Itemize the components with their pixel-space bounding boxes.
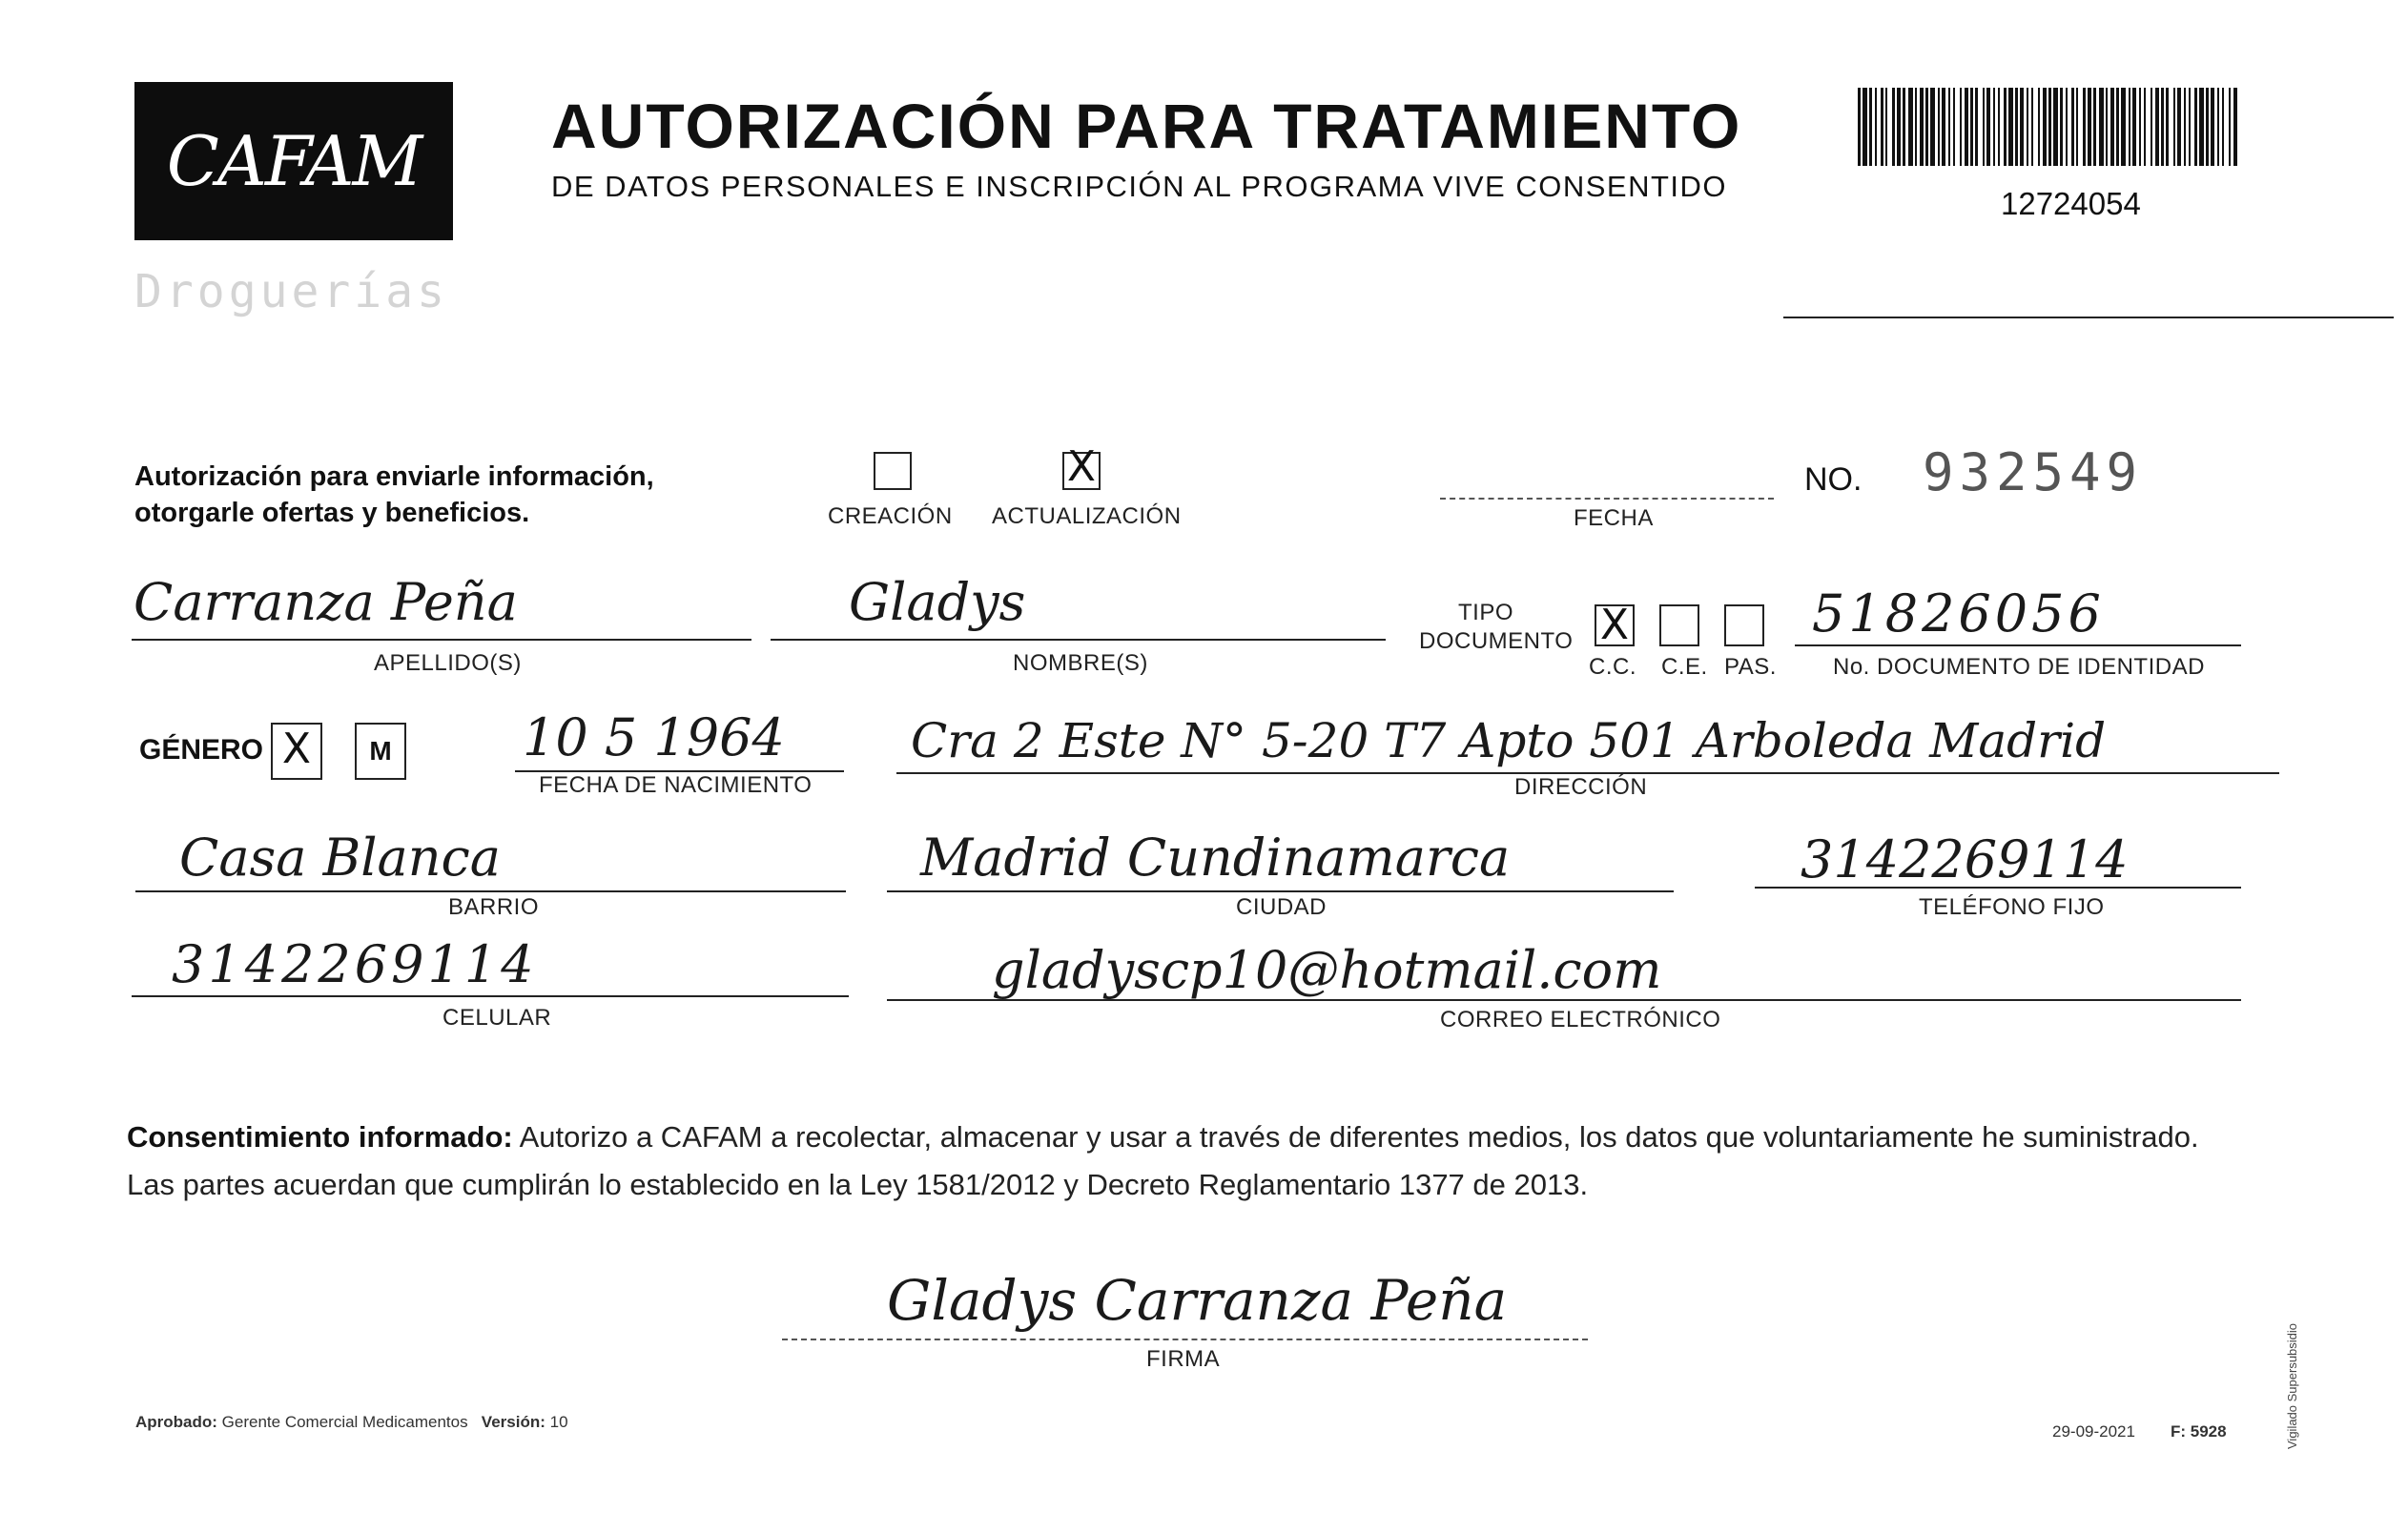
doc-ce-checkbox[interactable]	[1659, 604, 1699, 646]
date-label: FECHA	[1574, 505, 1654, 531]
version-value: 10	[549, 1413, 568, 1431]
barcode-bar	[2088, 88, 2091, 166]
barcode-bar	[1875, 88, 1877, 166]
document-subtitle: DE DATOS PERSONALES E INSCRIPCIÓN AL PROGRAMA VIVE CONSENTIDO	[551, 170, 1728, 203]
barrio-line	[135, 890, 846, 892]
barcode-bar	[2043, 88, 2047, 166]
barcode-bar	[1938, 88, 1940, 166]
doc-pas-label: PAS.	[1724, 654, 1777, 680]
barcode-bar	[2116, 88, 2119, 166]
address-value: Cra 2 Este N° 5-20 T7 Apto 501 Arboleda Madrid	[911, 713, 2107, 768]
barcode-bar	[2132, 88, 2136, 166]
barcode-bar	[2048, 88, 2051, 166]
barcode-bar	[2161, 88, 2164, 166]
barcode-bar	[2027, 88, 2028, 166]
barcode-bar	[2106, 88, 2108, 166]
barcode-bar	[1965, 88, 1968, 166]
barcode-bar	[2083, 88, 2086, 166]
barcode-bar	[2229, 88, 2231, 166]
barcode-bar	[2031, 88, 2033, 166]
name-value: Gladys	[849, 572, 1026, 632]
barcode-bar	[1953, 88, 1955, 166]
birth-date-label: FECHA DE NACIMIENTO	[539, 772, 813, 798]
barcode-number: 12724054	[2001, 186, 2141, 221]
barcode-bar	[1908, 88, 1913, 166]
barcode-bar	[2015, 88, 2018, 166]
barcode-bar	[2217, 88, 2219, 166]
barcode-bar	[2144, 88, 2146, 166]
barcode-bar	[1993, 88, 1995, 166]
barcode-bar	[1858, 88, 1861, 166]
barcode-bar	[2194, 88, 2197, 166]
barcode-bar	[2110, 88, 2114, 166]
consent-paragraph	[127, 1114, 2254, 1209]
phone-value: 3142269114	[1801, 829, 2129, 889]
footer-approval	[135, 1413, 568, 1432]
barcode-bar	[2004, 88, 2007, 166]
consent-heading: Consentimiento informado:	[127, 1120, 513, 1154]
consent-text-2: Las partes acuerdan que cumplirán lo establecido en la Ley 1581/2012 y Decreto Reglamentario 1377 de 2013.	[127, 1168, 1589, 1201]
barcode-bar	[1975, 88, 1978, 166]
barcode-bar	[2206, 88, 2209, 166]
form-number-label: NO.	[1804, 461, 1863, 498]
doc-number-label: No. DOCUMENTO DE IDENTIDAD	[1833, 654, 2205, 680]
barcode-bar	[1983, 88, 1985, 166]
email-value: gladyscp10@hotmail.com	[992, 940, 1662, 1000]
creation-checkbox[interactable]	[874, 452, 912, 490]
barcode-bar	[2166, 88, 2169, 166]
barcode-bar	[2093, 88, 2096, 166]
doc-type-label: TIPO DOCUMENTO	[1419, 600, 1574, 654]
gender-f-checkbox[interactable]	[271, 723, 322, 780]
doc-pas-checkbox[interactable]	[1724, 604, 1764, 646]
barcode-bar	[2199, 88, 2204, 166]
doc-cc-checkbox[interactable]	[1595, 601, 1635, 649]
barcode-bar	[2008, 88, 2013, 166]
barcode-bar	[1942, 88, 1945, 166]
barcode-bar	[1915, 88, 1917, 166]
logo-subtext: Droguerías	[134, 265, 448, 318]
creation-label: CREACIÓN	[828, 503, 953, 529]
doc-number-value: 51826056	[1812, 583, 2105, 644]
address-label: DIRECCIÓN	[1514, 774, 1648, 800]
mobile-value: 3142269114	[172, 934, 538, 994]
barcode-bar	[1925, 88, 1928, 166]
barcode-bar	[2066, 88, 2068, 166]
city-value: Madrid Cundinamarca	[920, 828, 1511, 888]
logo-text: CAFAM	[166, 121, 422, 201]
barcode-bar	[2129, 88, 2130, 166]
barcode-bar	[2099, 88, 2104, 166]
city-line	[887, 890, 1674, 892]
update-checkbox[interactable]	[1062, 442, 1101, 491]
consent-text-1: Autorizo a CAFAM a recolectar, almacenar y usar a través de diferentes medios, los datos que voluntariamente he suministrado.	[512, 1120, 2199, 1154]
version-label: Versión:	[481, 1413, 545, 1431]
barcode-bar	[1986, 88, 1990, 166]
barcode-bar	[2121, 88, 2126, 166]
name-line	[771, 639, 1386, 641]
barrio-value: Casa Blanca	[179, 828, 501, 888]
surname-label: APELLIDO(S)	[374, 650, 522, 676]
signature-line	[782, 1339, 1588, 1340]
barcode-bar	[1863, 88, 1867, 166]
barcode-bar	[1881, 88, 1883, 166]
barcode	[1858, 88, 2237, 166]
surname-value: Carranza Peña	[134, 572, 518, 632]
barcode-bar	[1897, 88, 1901, 166]
footer-date: 29-09-2021	[2052, 1422, 2135, 1441]
update-label: ACTUALIZACIÓN	[992, 503, 1182, 529]
barcode-bar	[1903, 88, 1905, 166]
vertical-footer-text: Vigilado Supersubsidio	[2285, 1322, 2299, 1449]
approved-value: Gerente Comercial Medicamentos	[221, 1413, 468, 1431]
barcode-bar	[2233, 88, 2237, 166]
update-check-mark: X	[1066, 442, 1097, 491]
barcode-bar	[1930, 88, 1935, 166]
date-line	[1440, 498, 1774, 500]
barcode-bar	[1970, 88, 1973, 166]
barrio-label: BARRIO	[448, 894, 540, 920]
signature-value: Gladys Carranza Peña	[887, 1268, 1508, 1333]
phone-line	[1755, 887, 2241, 889]
barcode-bar	[1998, 88, 2000, 166]
birth-date-value: 10 5 1964	[523, 707, 785, 767]
doc-cc-mark: X	[1599, 601, 1630, 649]
barcode-bar	[2020, 88, 2024, 166]
barcode-bar	[1892, 88, 1895, 166]
barcode-bar	[2151, 88, 2152, 166]
doc-cc-label: C.C.	[1589, 654, 1636, 680]
city-label: CIUDAD	[1236, 894, 1327, 920]
barcode-bar	[2155, 88, 2159, 166]
barcode-bar	[2184, 88, 2186, 166]
doc-number-line	[1795, 644, 2241, 646]
form-number: 932549	[1923, 442, 2144, 502]
phone-label: TELÉFONO FIJO	[1919, 894, 2105, 920]
header-rule	[1783, 317, 2394, 318]
authorization-intro: Autorización para enviarle información, otorgarle ofertas y beneficios.	[134, 461, 654, 528]
barcode-bar	[2071, 88, 2074, 166]
signature-label: FIRMA	[1146, 1346, 1221, 1372]
barcode-bar	[1885, 88, 1887, 166]
gender-label: GÉNERO	[139, 734, 264, 766]
footer-form-code: F: 5928	[2171, 1422, 2227, 1441]
mobile-label: CELULAR	[442, 1005, 552, 1031]
email-label: CORREO ELECTRÓNICO	[1440, 1007, 1721, 1032]
barcode-bar	[2060, 88, 2063, 166]
barcode-bar	[2177, 88, 2181, 166]
email-line	[887, 999, 2241, 1001]
barcode-bar	[2038, 88, 2040, 166]
name-label: NOMBRE(S)	[1013, 650, 1148, 676]
barcode-bar	[2211, 88, 2214, 166]
barcode-bar	[2076, 88, 2078, 166]
gender-f-mark: X	[281, 725, 312, 773]
barcode-bar	[1920, 88, 1924, 166]
barcode-bar	[2222, 88, 2224, 166]
barcode-bar	[1960, 88, 1962, 166]
gender-m-checkbox[interactable]	[355, 723, 406, 780]
approved-label: Aprobado:	[135, 1413, 217, 1431]
cafam-logo	[134, 82, 453, 240]
doc-ce-label: C.E.	[1661, 654, 1708, 680]
barcode-bar	[2173, 88, 2175, 166]
surname-line	[132, 639, 751, 641]
barcode-bar	[2139, 88, 2141, 166]
barcode-bar	[2189, 88, 2191, 166]
barcode-bar	[2053, 88, 2058, 166]
mobile-line	[132, 995, 849, 997]
gender-m-label: M	[369, 736, 392, 766]
barcode-bar	[1869, 88, 1872, 166]
document-title: AUTORIZACIÓN PARA TRATAMIENTO	[551, 91, 1742, 161]
barcode-bar	[1948, 88, 1950, 166]
